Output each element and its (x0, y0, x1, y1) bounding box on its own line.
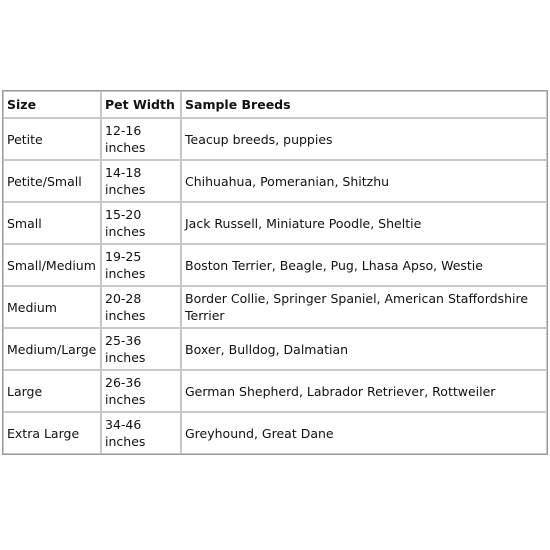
table-row (3, 286, 547, 328)
table-row (3, 118, 547, 160)
size-cell: Petite/Small (3, 160, 101, 202)
sample-breeds-cell: German Shepherd, Labrador Retriever, Rottweiler (181, 370, 547, 412)
size-cell: Small (3, 202, 101, 244)
table-row (3, 160, 547, 202)
pet-width-cell: 25-36 inches (101, 328, 181, 370)
size-cell: Small/Medium (3, 244, 101, 286)
header-pet-width: Pet Width (101, 91, 181, 118)
sample-breeds-cell: Greyhound, Great Dane (181, 412, 547, 454)
table-row (3, 202, 547, 244)
pet-width-cell: 20-28 inches (101, 286, 181, 328)
pet-width-cell: 12-16 inches (101, 118, 181, 160)
pet-width-cell: 14-18 inches (101, 160, 181, 202)
size-cell: Extra Large (3, 412, 101, 454)
pet-width-cell: 26-36 inches (101, 370, 181, 412)
table-row (3, 328, 547, 370)
size-cell: Medium (3, 286, 101, 328)
header-sample-breeds: Sample Breeds (181, 91, 547, 118)
sample-breeds-cell: Chihuahua, Pomeranian, Shitzhu (181, 160, 547, 202)
sample-breeds-cell: Jack Russell, Miniature Poodle, Sheltie (181, 202, 547, 244)
pet-width-cell: 15-20 inches (101, 202, 181, 244)
table-row (3, 412, 547, 454)
size-cell: Medium/Large (3, 328, 101, 370)
table-row (3, 370, 547, 412)
header-size: Size (3, 91, 101, 118)
sample-breeds-cell: Boston Terrier, Beagle, Pug, Lhasa Apso, Westie (181, 244, 547, 286)
sample-breeds-cell: Border Collie, Springer Spaniel, American Staffordshire Terrier (181, 286, 547, 328)
pet-size-table (2, 90, 548, 455)
sample-breeds-cell: Teacup breeds, puppies (181, 118, 547, 160)
table-row (3, 244, 547, 286)
size-cell: Petite (3, 118, 101, 160)
header-row (3, 91, 547, 118)
sample-breeds-cell: Boxer, Bulldog, Dalmatian (181, 328, 547, 370)
size-cell: Large (3, 370, 101, 412)
pet-width-cell: 19-25 inches (101, 244, 181, 286)
pet-width-cell: 34-46 inches (101, 412, 181, 454)
